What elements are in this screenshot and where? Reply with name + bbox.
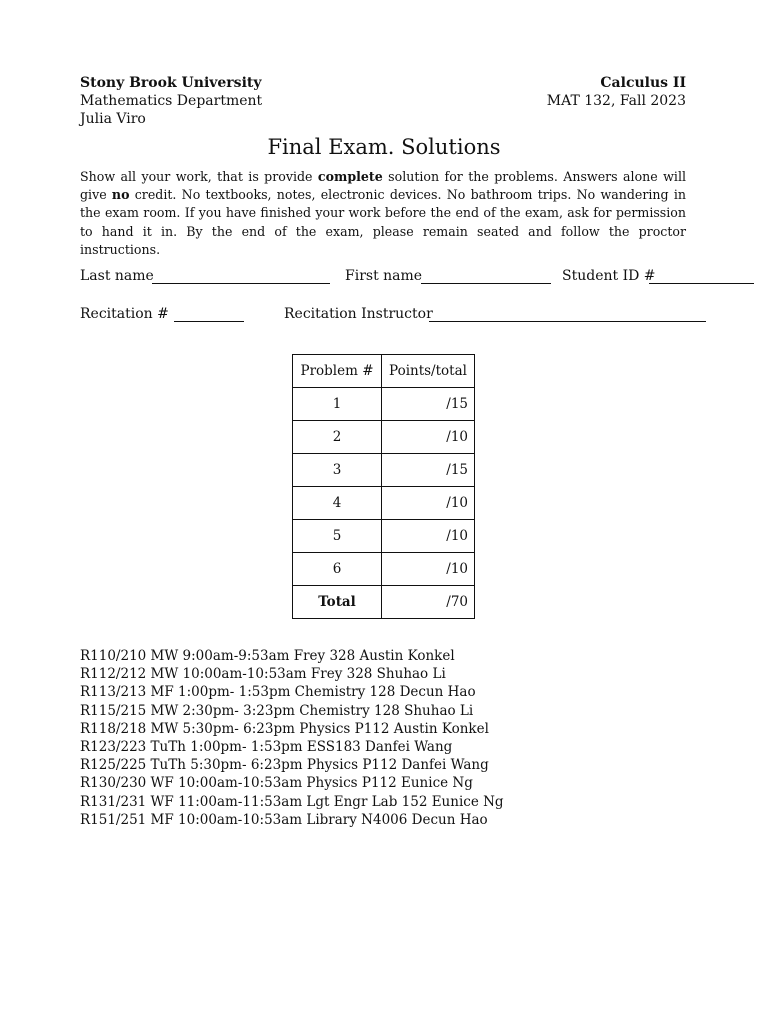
- recitation-number-label: Recitation #: [80, 306, 169, 322]
- list-item: R130/230 WF 10:00am-10:53am Physics P112 Eunice Ng: [80, 775, 473, 792]
- table-row: [293, 520, 475, 553]
- total-points[interactable]: /70: [382, 586, 475, 619]
- header-right: [547, 74, 686, 110]
- list-item: R151/251 MF 10:00am-10:53am Library N4006 Decun Hao: [80, 811, 488, 828]
- problem-points[interactable]: /10: [382, 421, 475, 454]
- recitation-instructor-label: Recitation Instructor: [284, 306, 433, 322]
- problem-points[interactable]: /15: [382, 388, 475, 421]
- total-row: [293, 586, 475, 619]
- problem-number: 5: [293, 520, 382, 553]
- problem-number: 3: [293, 454, 382, 487]
- last-name-label: Last name: [80, 268, 154, 284]
- problem-points[interactable]: /10: [382, 520, 475, 553]
- instructions-text-3: credit. No textbooks, notes, electronic devices. No bathroom trips. No wandering in the exam room. If you have finished your work before the end of the exam, ask for permission to hand it in. By the end of the exam, please remain seated and follow the proctor instructions.: [80, 187, 686, 257]
- table-row: [293, 553, 475, 586]
- list-item: R112/212 MW 10:00am-10:53am Frey 328 Shuhao Li: [80, 666, 446, 683]
- exam-instructions: [80, 168, 686, 259]
- score-table: [292, 354, 475, 619]
- instructions-text-1: Show all your work, that is provide: [80, 169, 318, 184]
- first-name-label: First name: [345, 268, 423, 284]
- header-left: [80, 74, 262, 128]
- page-title: Final Exam. Solutions: [267, 135, 501, 159]
- recitation-number-field[interactable]: [174, 321, 244, 322]
- problem-points[interactable]: /10: [382, 553, 475, 586]
- list-item: R115/215 MW 2:30pm- 3:23pm Chemistry 128 Shuhao Li: [80, 702, 474, 719]
- problem-number: 6: [293, 553, 382, 586]
- problem-number: 4: [293, 487, 382, 520]
- problem-points[interactable]: /10: [382, 487, 475, 520]
- course-code: MAT 132, Fall 2023: [546, 93, 686, 109]
- first-name-field[interactable]: [421, 283, 551, 284]
- total-label: Total: [293, 586, 382, 619]
- student-id-label: Student ID #: [562, 268, 656, 284]
- header-points: Points/total: [382, 355, 475, 388]
- header-problem: Problem #: [293, 355, 382, 388]
- department-name: Mathematics Department: [80, 93, 263, 109]
- university-name: Stony Brook University: [80, 75, 262, 91]
- list-item: R110/210 MW 9:00am-9:53am Frey 328 Austin Konkel: [80, 648, 455, 664]
- recitation-sections-list: [80, 647, 504, 829]
- list-item: R131/231 WF 11:00am-11:53am Lgt Engr Lab 152 Eunice Ng: [80, 793, 504, 810]
- instructions-bold-no: no: [111, 187, 130, 203]
- student-id-field[interactable]: [649, 283, 754, 284]
- score-table-header: [293, 355, 475, 388]
- instructor-name: Julia Viro: [80, 111, 146, 127]
- table-row: [293, 487, 475, 520]
- list-item: R123/223 TuTh 1:00pm- 1:53pm ESS183 Danfei Wang: [80, 739, 453, 756]
- list-item: R118/218 MW 5:30pm- 6:23pm Physics P112 Austin Konkel: [80, 720, 489, 737]
- problem-points[interactable]: /15: [382, 454, 475, 487]
- recitation-instructor-field[interactable]: [429, 321, 706, 322]
- instructions-bold-complete: complete: [317, 169, 383, 184]
- problem-number: 2: [293, 421, 382, 454]
- table-row: [293, 454, 475, 487]
- instructions-text-2: solution for the problems. Answers alone will give: [80, 169, 686, 203]
- problem-number: 1: [293, 388, 382, 421]
- list-item: R113/213 MF 1:00pm- 1:53pm Chemistry 128 Decun Hao: [80, 684, 476, 701]
- table-row: [293, 421, 475, 454]
- course-name: Calculus II: [600, 75, 686, 91]
- table-row: [293, 388, 475, 421]
- list-item: R125/225 TuTh 5:30pm- 6:23pm Physics P112 Danfei Wang: [80, 757, 489, 774]
- last-name-field[interactable]: [152, 283, 330, 284]
